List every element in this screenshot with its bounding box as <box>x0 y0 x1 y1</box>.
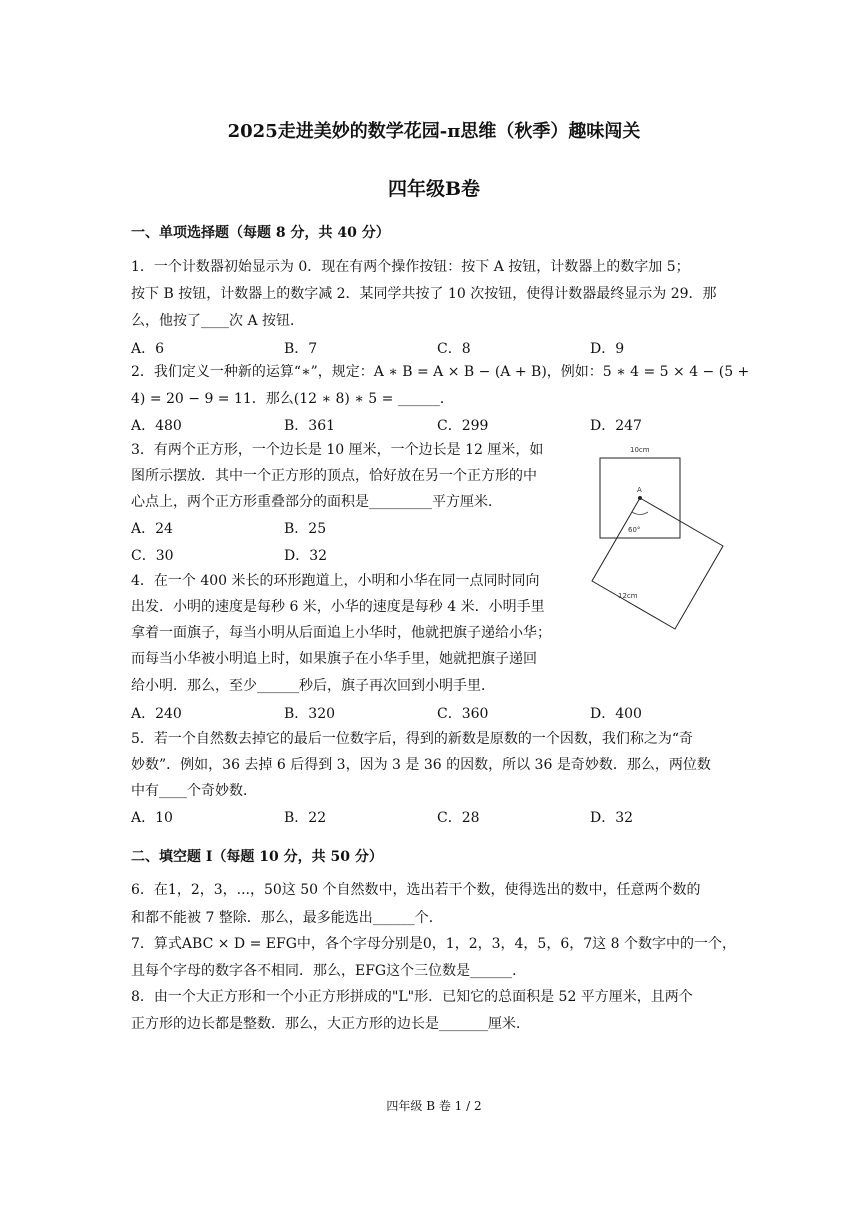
q1-option-c: C．8 <box>437 341 471 357</box>
page-footer: 四年级 B 卷 1 / 2 <box>386 1099 482 1113</box>
q2-line-1: 2．我们定义一种新的运算“∗”，规定：A ∗ B = A × B − (A + B)，例如：5 ∗ 4 = 5 × 4 − (5 + <box>131 364 750 380</box>
q3-option-b: B．25 <box>284 521 327 537</box>
q8-line-1: 8．由一个大正方形和一个小正方形拼成的"L"形．已知它的总面积是 52 平方厘米，且两个 <box>131 989 693 1005</box>
q2-option-b: B．361 <box>284 418 336 434</box>
q4-option-b: B．320 <box>284 706 336 722</box>
q5-option-a: A．10 <box>131 810 173 826</box>
q3-option-c: C．30 <box>131 548 174 564</box>
q3-line-1: 3．有两个正方形，一个边长是 10 厘米，一个边长是 12 厘米，如 <box>131 442 544 458</box>
q1-line-2: 按下 B 按钮，计数器上的数字减 2．某同学共按了 10 次按钮，使得计数器最终显示为 29．那 <box>131 286 717 302</box>
q2-option-c: C．299 <box>437 418 489 434</box>
q7-line-2: 且每个字母的数字各不相同．那么，EFG这个三位数是______． <box>131 963 527 979</box>
q1-option-d: D．9 <box>590 341 625 357</box>
q3-line-3: 心点上，两个正方形重叠部分的面积是_________平方厘米． <box>131 494 502 510</box>
q5-line-2: 妙数”．例如，36 去掉 6 后得到 3，因为 3 是 36 的因数，所以 36 是奇妙数．那么，两位数 <box>131 757 711 773</box>
q3-option-d: D．32 <box>284 548 328 564</box>
q8-line-2: 正方形的边长都是整数．那么，大正方形的边长是_______厘米． <box>131 1016 530 1032</box>
section-heading-1: 一、单项选择题（每题 8 分，共 40 分） <box>131 225 390 241</box>
q6-line-1: 6．在1，2，3，...，50这 50 个自然数中，选出若干个数，使得选出的数中，任意两个数的 <box>131 882 701 898</box>
q4-option-c: C．360 <box>437 706 489 722</box>
q5-option-b: B．22 <box>284 810 327 826</box>
q4-line-5: 给小明．那么，至少______秒后，旗子再次回到小明手里． <box>131 678 495 694</box>
q6-line-2: 和都不能被 7 整除．那么，最多能选出______个． <box>131 910 443 926</box>
q1-option-a: A．6 <box>131 341 165 357</box>
label-10cm: 10cm <box>630 446 650 454</box>
q7-line-1: 7．算式ABC × D = EFG中，各个字母分别是0，1，2，3，4，5，6，7这 8 个数字中的一个， <box>131 936 736 952</box>
q1-option-b: B．7 <box>284 341 318 357</box>
label-12cm: 12cm <box>618 592 638 600</box>
q4-option-a: A．240 <box>131 706 182 722</box>
exam-subtitle: 四年级B卷 <box>387 178 481 200</box>
q4-option-d: D．400 <box>590 706 642 722</box>
q5-line-1: 5．若一个自然数去掉它的最后一位数字后，得到的新数是原数的一个因数，我们称之为“奇 <box>131 731 694 747</box>
q1-line-1: 1．一个计数器初始显示为 0．现在有两个操作按钮：按下 A 按钮，计数器上的数字加 5； <box>131 259 690 275</box>
q4-line-1: 4．在一个 400 米长的环形跑道上，小明和小华在同一点同时同向 <box>131 573 540 589</box>
q2-option-d: D．247 <box>590 418 642 434</box>
exam-title: 2025走进美妙的数学花园-π思维（秋季）趣味闯关 <box>227 121 641 142</box>
q5-option-c: C．28 <box>437 810 480 826</box>
section-heading-2: 二、填空题 I（每题 10 分，共 50 分） <box>131 849 383 865</box>
large-square <box>592 498 723 629</box>
q3-option-a: A．24 <box>131 521 173 537</box>
q2-option-a: A．480 <box>131 418 182 434</box>
q2-line-2: 4) = 20 − 9 = 11．那么(12 ∗ 8) ∗ 5 = ______． <box>131 391 454 407</box>
q4-line-3: 拿着一面旗子，每当小明从后面追上小华时，他就把旗子递给小华； <box>131 625 551 641</box>
q3-squares-figure <box>580 440 750 660</box>
angle-arc <box>632 512 648 515</box>
q5-line-3: 中有____个奇妙数． <box>131 783 257 799</box>
q5-option-d: D．32 <box>590 810 634 826</box>
q4-line-4: 而每当小华被小明追上时，如果旗子在小华手里，她就把旗子递回 <box>131 651 537 667</box>
q4-line-2: 出发．小明的速度是每秒 6 米，小华的速度是每秒 4 米．小明手里 <box>131 599 545 615</box>
point-a <box>638 496 642 500</box>
label-a: A <box>637 486 642 494</box>
label-60-degree: 60° <box>628 526 641 534</box>
q3-line-2: 图所示摆放．其中一个正方形的顶点，恰好放在另一个正方形的中 <box>131 468 537 484</box>
q1-line-3: 么，他按了____次 A 按钮． <box>131 313 305 329</box>
